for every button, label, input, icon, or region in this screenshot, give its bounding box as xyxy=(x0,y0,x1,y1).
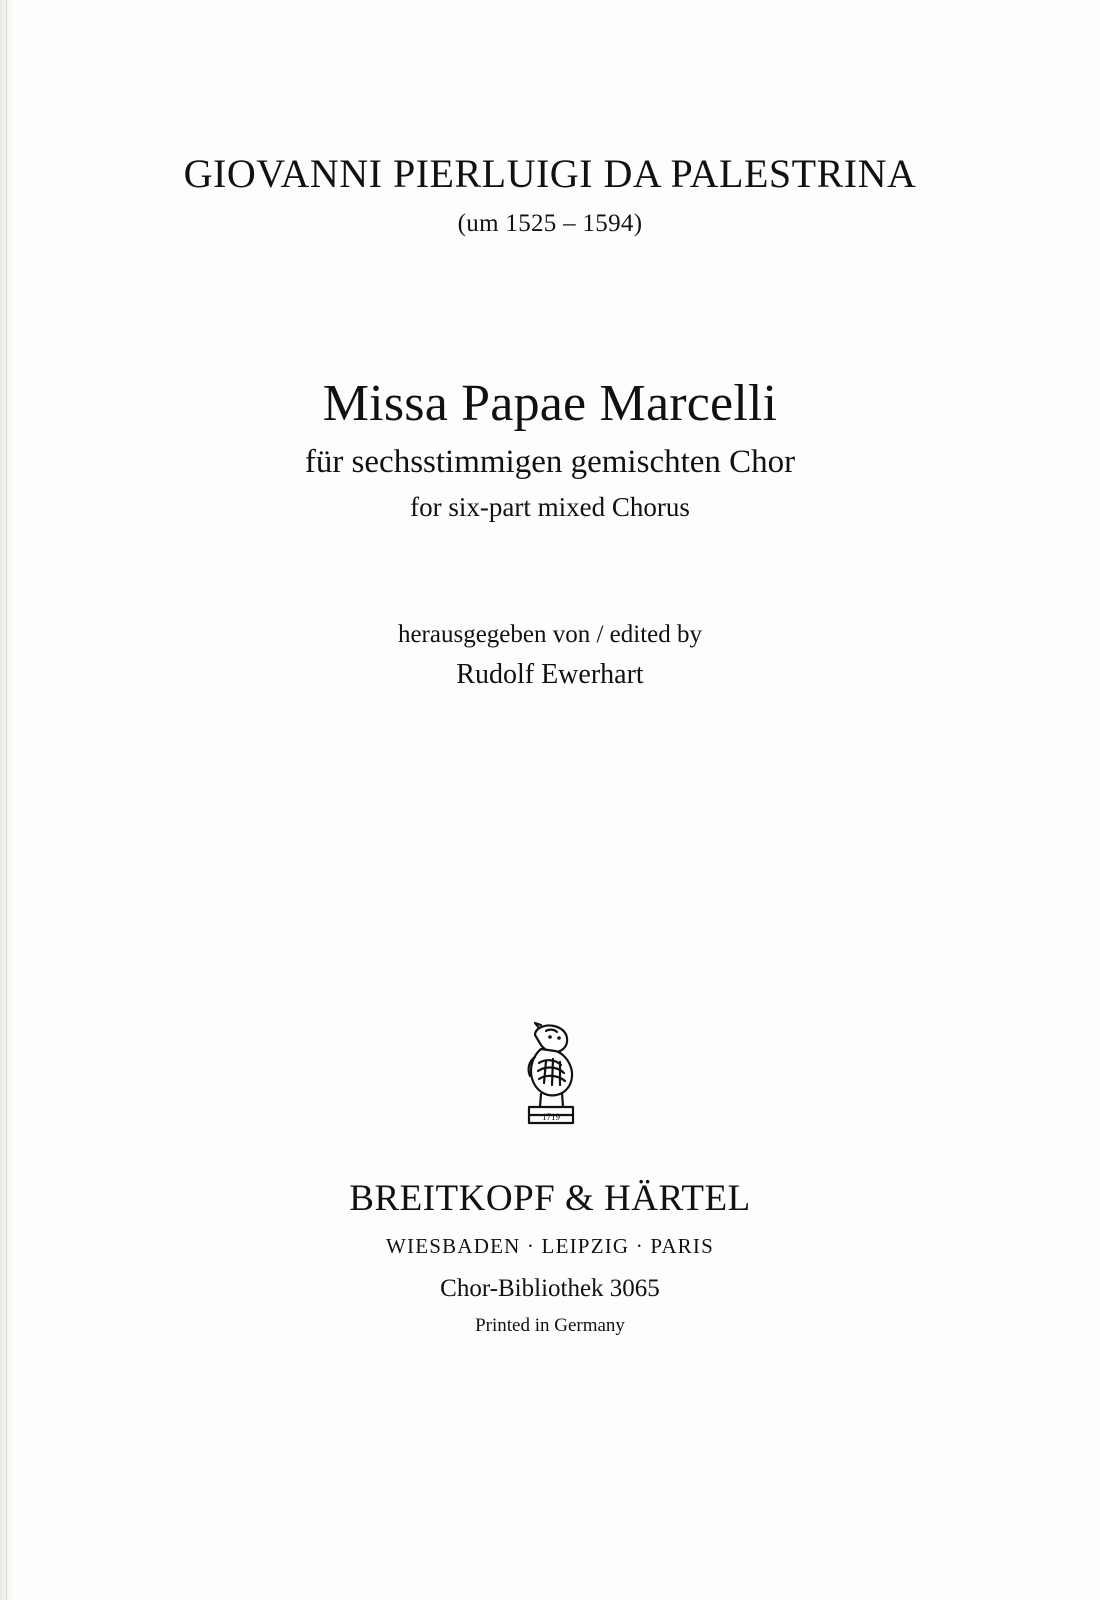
work-title: Missa Papae Marcelli xyxy=(322,375,778,432)
publisher-logo xyxy=(0,1021,1100,1141)
scoring-german: für sechsstimmigen gemischten Chor xyxy=(304,444,796,481)
logo-year-text: 1719 xyxy=(542,1112,560,1123)
scoring-english: for six-part mixed Chorus xyxy=(410,492,690,523)
breitkopf-haertel-bear-logo-icon xyxy=(505,1021,595,1139)
publisher-cities: WIESBADEN · LEIPZIG · PARIS xyxy=(386,1234,714,1259)
editor-label: herausgegeben von / edited by xyxy=(397,621,703,649)
composer-name: GIOVANNI PIERLUIGI DA PALESTRINA xyxy=(183,151,917,196)
series-number: Chor-Bibliothek 3065 xyxy=(440,1275,660,1303)
composer-dates: (um 1525 – 1594) xyxy=(457,210,643,237)
printed-in: Printed in Germany xyxy=(475,1315,625,1337)
publisher-name: BREITKOPF & HÄRTEL xyxy=(349,1178,751,1220)
editor-name: Rudolf Ewerhart xyxy=(456,659,644,691)
